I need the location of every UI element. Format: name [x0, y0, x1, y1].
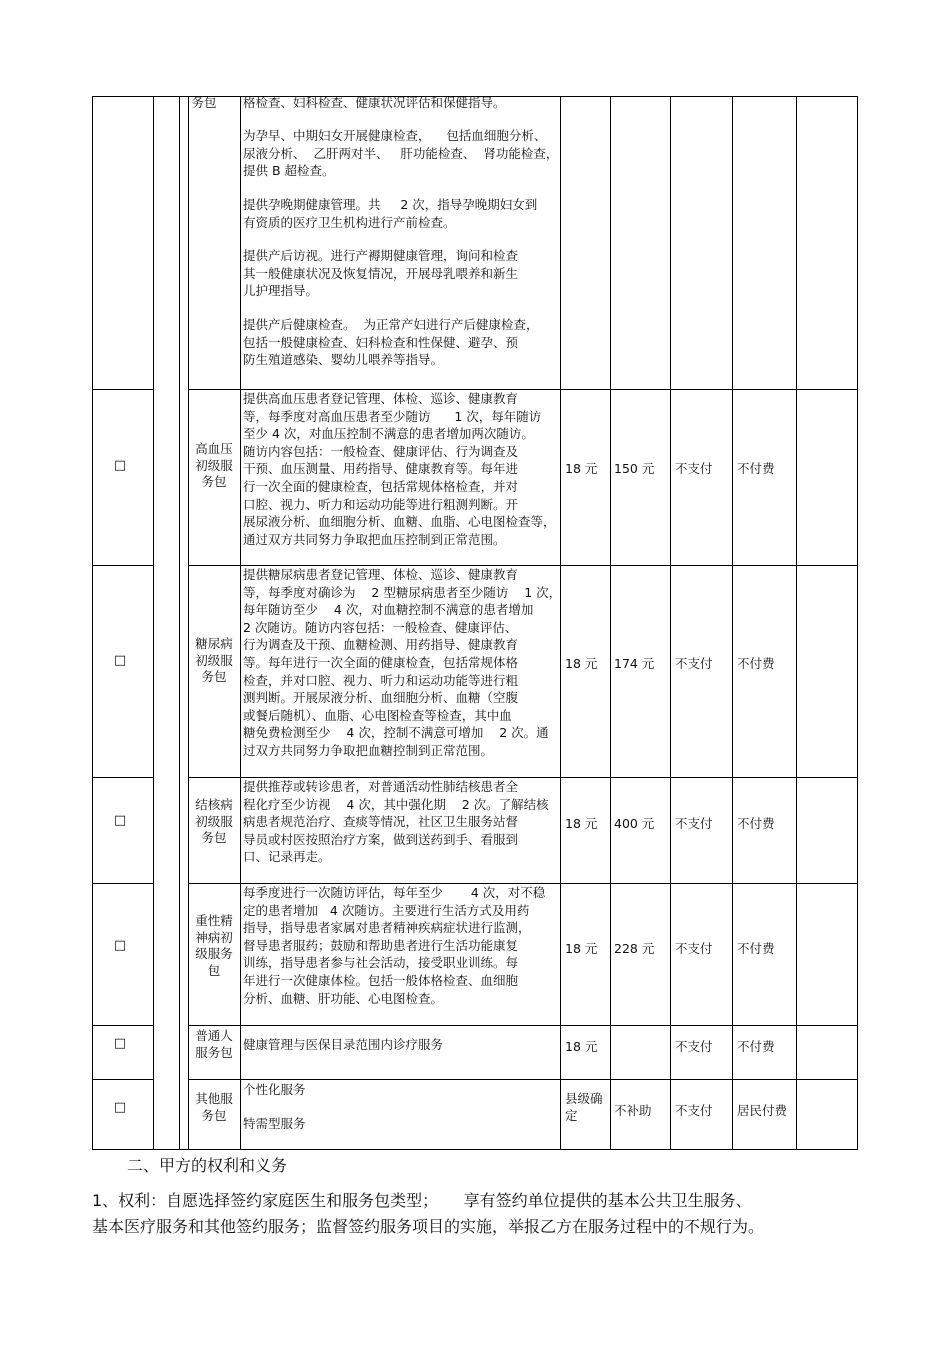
package-content-personalized: 个性化服务 — [243, 1082, 306, 1097]
package-name-continued: 务包 — [191, 95, 217, 110]
row-divider — [188, 1079, 858, 1080]
package-content: 每季度进行一次随访评估，每年至少 4 次，对不稳 定的患者增加 4 次随访。主要进行生活方式及用药 指导，指导患者家属对患者精神疾病症状进行监测， 督导患者服药；鼓励和帮助患者进行生活功能康复 训练，指导患者参与社会活动，接受职业训练。每 年进行一次健康体检。包括一般体格检查、血细胞 分析、血糖、肝功能、心电图检查。 — [243, 885, 546, 1006]
resident-value: 不付费 — [737, 816, 775, 831]
fee-value: 18 元 — [565, 941, 598, 956]
rights-paragraph: 1、权利：自愿选择签约家庭医生和服务包类型； 享有签约单位提供的基本公共卫生服务、 基本医疗服务和其他签约服务；监督签约服务项目的实施，举报乙方在服务过程中的不规行为。 — [92, 1191, 765, 1236]
content-paragraph: 提供产后访视。进行产褥期健康管理，询问和检查 其一般健康状况及恢复情况，开展母乳喂养和新生 儿护理指导。 — [243, 248, 519, 299]
checkbox-tuberculosis[interactable]: □ — [113, 813, 127, 828]
content-paragraph: 为孕早、中期妇女开展健康检查， 包括血细胞分析、 尿液分析、 乙肝两对半、 肝功能检查、 肾功能检查， 提供 B 超检查。 — [243, 128, 559, 179]
checkbox-mental-illness[interactable]: □ — [113, 938, 127, 953]
subsidy-value: 不补助 — [614, 1103, 652, 1118]
package-name-general: 普通人 服务包 — [195, 1028, 233, 1060]
insurance-value: 不支付 — [675, 656, 713, 671]
content-paragraph: 格检查、妇科检查、健康状况评估和保健指导。 — [243, 95, 506, 110]
section-heading: 二、甲方的权利和义务 — [127, 1156, 288, 1175]
package-name-other: 其他服 务包 — [195, 1091, 233, 1123]
subsidy-value: 400 元 — [614, 816, 655, 831]
resident-value: 居民付费 — [737, 1103, 788, 1118]
table-divider-col3 — [240, 96, 241, 1150]
table-divider-col5 — [610, 96, 611, 1150]
row-divider — [92, 389, 154, 390]
package-name-tuberculosis: 结核病 初级服 务包 — [195, 797, 233, 845]
fee-value: 18 元 — [565, 1039, 598, 1054]
package-content-special: 特需型服务 — [243, 1116, 306, 1131]
table-divider-col8 — [796, 96, 797, 1150]
checkbox-other[interactable]: □ — [113, 1100, 127, 1115]
table-divider-col1 — [153, 96, 154, 1150]
checkbox-hypertension[interactable]: □ — [113, 458, 127, 473]
package-content: 提供糖尿病患者登记管理、体检、巡诊、健康教育 等，每季度对确诊为 2 型糖尿病患者至少随访 1 次， 每年随访至少 4 次，对血糖控制不满意的患者增加 2 次随访。随访内容包括：一般检查、健康评估、 行为调查及干预、血糖检测、用药指导、健康教育 等。每年进行一次全面的健康检查，包括常规体格 检查，并对口腔、视力、听力和运动功能等进行粗 测判断。开展尿液分析、血细胞分析、血糖（空腹 或餐后随机）、血脂、心电图检查等检查，其中血 糖免费检测至少 4 次，控制不满意可增加 2 次。通 过双方共同努力争取把血糖控制到正常范围。 — [243, 567, 562, 758]
table-divider-col6 — [670, 96, 671, 1150]
resident-value: 不付费 — [737, 656, 775, 671]
package-name-hypertension: 高血压 初级服 务包 — [195, 441, 233, 489]
insurance-value: 不支付 — [675, 1039, 713, 1054]
row-divider — [188, 1025, 858, 1026]
package-name-mental-illness: 重性精 神病初 级服务 包 — [195, 913, 233, 978]
resident-value: 不付费 — [737, 1039, 775, 1054]
subsidy-value: 150 元 — [614, 461, 655, 476]
table-border-right — [857, 96, 858, 1150]
table-divider-col2 — [188, 96, 189, 1150]
table-divider-col1b — [179, 96, 180, 1150]
package-content: 健康管理与医保目录范围内诊疗服务 — [243, 1037, 444, 1052]
fee-value: 县级确 定 — [565, 1091, 603, 1123]
row-divider — [92, 565, 154, 566]
subsidy-value: 174 元 — [614, 656, 655, 671]
package-name-diabetes: 糖尿病 初级服 务包 — [195, 636, 233, 684]
insurance-value: 不支付 — [675, 816, 713, 831]
table-divider-col7 — [732, 96, 733, 1150]
fee-value: 18 元 — [565, 461, 598, 476]
resident-value: 不付费 — [737, 461, 775, 476]
table-border-left — [92, 96, 93, 1150]
resident-value: 不付费 — [737, 941, 775, 956]
row-divider — [92, 777, 154, 778]
row-divider — [92, 883, 154, 884]
insurance-value: 不支付 — [675, 941, 713, 956]
content-paragraph: 提供产后健康检查。 为正常产妇进行产后健康检查， 包括一般健康检查、妇科检查和性保健、避孕、预 防生殖道感染、婴幼儿喂养等指导。 — [243, 317, 539, 368]
row-divider — [92, 1025, 154, 1026]
subsidy-value: 228 元 — [614, 941, 655, 956]
content-paragraph: 提供孕晚期健康管理。共 2 次，指导孕晚期妇女到 有资质的医疗卫生机构进行产前检查。 — [243, 197, 538, 230]
row-divider — [92, 1079, 154, 1080]
insurance-value: 不支付 — [675, 1103, 713, 1118]
table-border-bottom — [92, 1149, 858, 1150]
checkbox-diabetes[interactable]: □ — [113, 653, 127, 668]
fee-value: 18 元 — [565, 656, 598, 671]
insurance-value: 不支付 — [675, 461, 713, 476]
package-content: 提供高血压患者登记管理、体检、巡诊、健康教育 等，每季度对高血压患者至少随访 1 次，每年随访 至少 4 次，对血压控制不满意的患者增加两次随访。 随访内容包括：一般检查、健康评估、行为调查及 干预、血压测量、用药指导、健康教育等。每年进 行一次全面的健康检查，包括常规体格检查，并对 口腔、视力、听力和运动功能等进行粗测判断。开 展尿液分析、血细胞分析、血糖、血脂、心电图检查等， 通过双方共同努力争取把血压控制到正常范围。 — [243, 391, 556, 547]
fee-value: 18 元 — [565, 816, 598, 831]
checkbox-general[interactable]: □ — [113, 1036, 127, 1051]
package-content: 提供推荐或转诊患者，对普通活动性肺结核患者全 程化疗至少访视 4 次，其中强化期 2 次。了解结核 病患者规范治疗、查痰等情况，社区卫生服务站督 导员或村医按照治疗方案，做到送药到手、看服到 口、记录再走。 — [243, 779, 549, 865]
